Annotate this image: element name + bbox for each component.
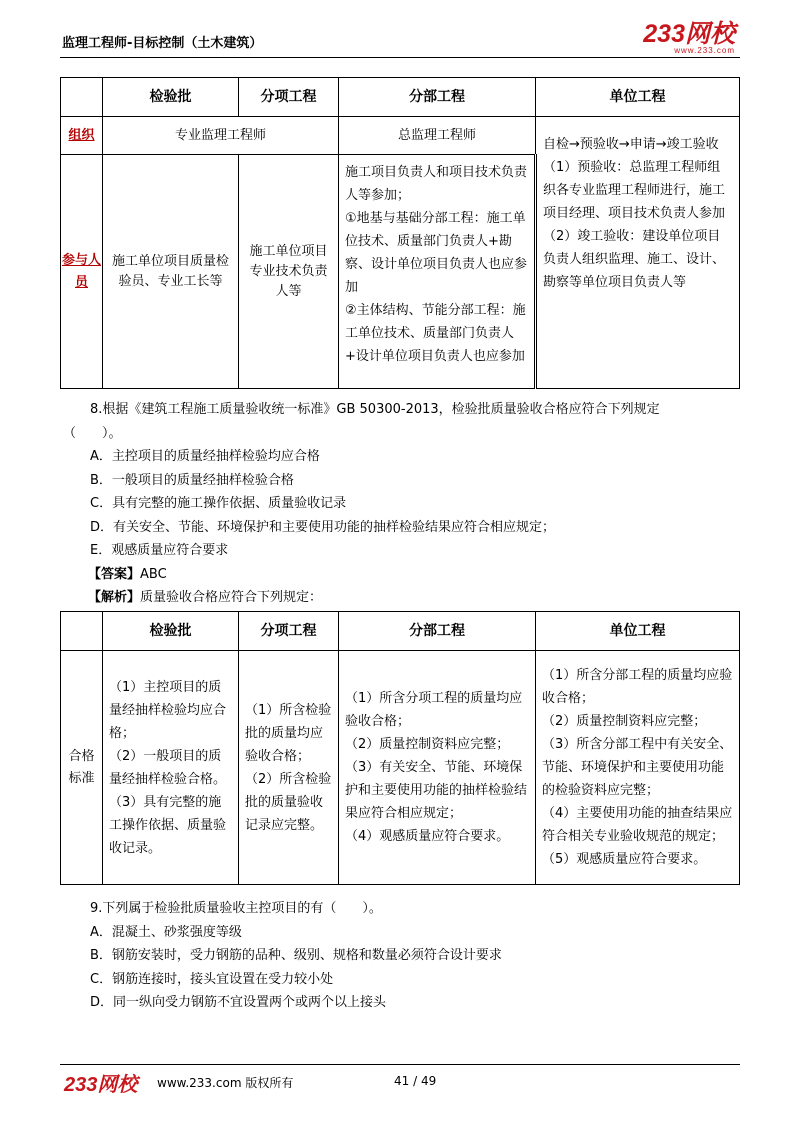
cell-line: （4）主要使用功能的抽查结果应符合相关专业验收规范的规定； [542,806,733,844]
division-project-cell [339,155,536,389]
page-number: 41 / 49 [394,1074,437,1088]
brand-logo-url: www.233.com [674,46,735,55]
analysis-text: 质量验收合格应符合下列规定： [140,590,323,605]
row-label-organize: 组织 [61,117,103,155]
table-cell: 施工单位项目专业技术负责人等 [239,155,339,389]
option-b: B．一般项目的质量经抽样检验合格 [90,472,294,488]
cell-line: （1）所含分项工程的质量均应验收合格； [345,691,523,729]
header-divider [60,57,740,58]
option-a: A．混凝土、砂浆强度等级 [90,924,242,940]
table-cell: 施工单位项目质量检验员、专业工长等 [103,155,239,389]
table-header-cell: 单位工程 [536,612,740,651]
table-cell [536,651,740,885]
cell-line: ②主体结构、节能分部工程：施工单位技术、质量部门负责人+设计单位项目负责人也应参加 [345,303,526,364]
cell-line: （3）所含分部工程中有关安全、节能、环境保护和主要使用功能的检验资料应完整； [542,737,733,798]
document-header-title: 监理工程师-目标控制（土木建筑） [62,36,263,51]
cell-line: （2）质量控制资料应完整； [345,737,510,752]
cell-line: （5）观感质量应符合要求。 [542,852,707,867]
analysis-line [88,586,660,610]
cell-line: （3）具有完整的施工操作依据、质量验收记录。 [109,794,227,856]
cell-line: （4）观感质量应符合要求。 [345,829,510,844]
table-cell [339,651,536,885]
analysis-label: 【解析】 [88,590,141,605]
option-a: A．主控项目的质量经抽样检验均应合格 [90,449,320,464]
table-header-cell [61,78,103,117]
answer-label: 【答案】 [88,566,141,582]
answer-value: ABC [140,566,167,582]
option-d: D．有关安全、节能、环境保护和主要使用功能的抽样检验结果应符合相应规定； [90,519,556,535]
table-header-cell: 分项工程 [239,78,339,117]
question-stem: 8.根据《建筑工程施工质量验收统一标准》GB 50300-2013，检验批质量验收合格应符合下列规定 [90,402,660,417]
cell-line: （1）主控项目的质量经抽样检验均应合格； [109,679,227,741]
table-header-cell [61,612,103,651]
table-header-cell: 检验批 [103,612,239,651]
cell-line: （2）竣工验收：建设单位项目负责人组织监理、施工、设计、勘察等单位项目负责人等 [543,229,726,290]
table-header-cell: 单位工程 [536,78,740,117]
table-header-cell: 分项工程 [239,612,339,651]
option-e: E．观感质量应符合要求 [90,543,229,558]
footer-logo: 233网校 [64,1074,138,1096]
cell-line: 施工项目负责人和项目技术负责人等参加； [345,165,528,203]
table-cell [103,651,239,885]
table-row [61,117,740,155]
table-cell: 总监理工程师 [339,117,536,155]
participants-table [60,77,740,389]
question-9 [90,897,502,1015]
acceptance-criteria-table [60,611,740,885]
cell-line: （3）有关安全、节能、环境保护和主要使用功能的抽样检验结果应符合相应规定； [345,760,528,821]
table-header-cell: 分部工程 [339,78,536,117]
row-label-criteria: 合格标准 [61,651,103,885]
cell-line: （2）质量控制资料应完整； [542,714,707,729]
option-c: C．钢筋连接时，接头宜设置在受力较小处 [90,971,334,987]
brand-logo [643,22,735,55]
table-header-row [61,78,740,117]
option-b: B．钢筋安装时，受力钢筋的品种、级别、规格和数量必须符合设计要求 [90,948,502,963]
table-cell: 专业监理工程师 [103,117,339,155]
question-stem: 9.下列属于检验批质量验收主控项目的有（ ）。 [90,901,382,916]
cell-line: （1）所含检验批的质量均应验收合格； [245,702,332,764]
option-d: D．同一纵向受力钢筋不宜设置两个或两个以上接头 [90,995,387,1010]
table-row [61,651,740,885]
table-header-row [61,612,740,651]
table-cell [239,651,339,885]
footer-divider [60,1064,740,1065]
footer-copyright: www.233.com 版权所有 [157,1076,294,1090]
brand-logo-text: 233网校 [643,20,735,48]
cell-line: （2）一般项目的质量经抽样检验合格。 [109,748,227,787]
unit-project-cell [536,117,740,389]
cell-line: 自检→预验收→申请→竣工验收 [543,137,719,152]
table-header-cell: 检验批 [103,78,239,117]
question-stem-cont: （ ）。 [63,425,122,441]
question-8 [63,398,660,610]
cell-line: （2）所含检验批的质量验收记录应完整。 [245,771,332,833]
cell-line: ①地基与基础分部工程：施工单位技术、质量部门负责人+勘察、设计单位项目负责人也应参加 [345,211,528,295]
row-label-participants: 参与人员 [61,155,103,389]
option-c: C．具有完整的施工操作依据、质量验收记录 [90,496,347,511]
cell-line: （1）所含分部工程的质量均应验收合格； [542,668,733,706]
answer-line [88,563,660,587]
table-header-cell: 分部工程 [339,612,536,651]
cell-line: （1）预验收：总监理工程师组织各专业监理工程师进行，施工项目经理、项目技术负责人参加 [543,160,726,221]
